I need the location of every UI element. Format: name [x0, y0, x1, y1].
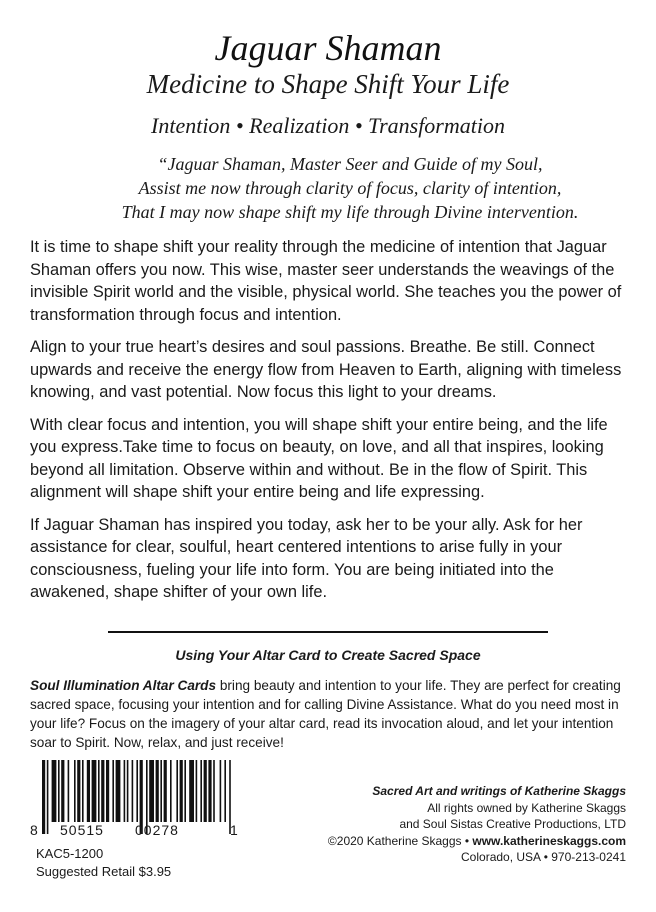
barcode-bar: [180, 760, 183, 822]
invocation-line: Assist me now through clarity of focus, clarity of intention,: [138, 178, 562, 198]
barcode-digits: [30, 822, 240, 842]
altar-card-brand: Soul Illumination Altar Cards: [30, 678, 217, 693]
body-paragraph: If Jaguar Shaman has inspired you today, ask her to be your ally. Ask for her assistance for clear, soulful, heart centered intentions to arise fully in your consciousness, fueling your life into form. You are being initiated into the awakened, shape shifter of your own life.: [30, 515, 583, 601]
altar-card-description: [30, 676, 630, 752]
barcode-bar: [101, 760, 104, 822]
barcode-digit-system: 8: [30, 822, 39, 838]
barcode-bar: [196, 760, 198, 822]
barcode-bar: [200, 760, 202, 822]
credits-line: All rights owned by Katherine Skaggs: [427, 800, 626, 815]
website-link[interactable]: www.katherineskaggs.com: [472, 833, 626, 848]
body-paragraph: Align to your true heart’s desires and soul passions. Breathe. Be still. Connect upwards and receive the energy flow from Heaven to Earth, aligning with timeless knowing, and vast potential. Now focus this light to your dreams.: [30, 338, 622, 401]
body-paragraph: It is time to shape shift your reality through the medicine of intention that Jaguar Shaman offers you now. This wise, master seer understands the weavings of the invisible Spirit world and the visible, physical world. She teaches you the power of transformation through focus and intention.: [30, 238, 622, 324]
credits-line: and Soul Sistas Creative Productions, LTD: [399, 817, 626, 831]
barcode-bar: [170, 760, 172, 822]
card-body: [30, 236, 630, 614]
credits-line: Sacred Art and writings of Katherine Skaggs: [372, 784, 626, 798]
credits-line: Colorado, USA • 970-213-0241: [461, 850, 626, 864]
barcode-bar: [106, 760, 109, 822]
product-sku: KAC5-1200: [36, 846, 104, 861]
barcode-bar: [189, 760, 194, 822]
credits: [326, 783, 626, 866]
invocation-line: “Jaguar Shaman, Master Seer and Guide of my Soul,: [157, 154, 543, 174]
barcode-bar: [61, 760, 64, 822]
using-heading: Using Your Altar Card to Create Sacred Space: [175, 647, 481, 663]
barcode-bar: [52, 760, 57, 822]
card-tagline: Intention • Realization • Transformation: [151, 113, 505, 138]
altar-card-text: bring beauty and intention to your life. They are perfect for creating sacred space, focusing your intention and for calling Divine Assistance. What do you need most in your life? Focus on the imagery of your altar card, read its invocation aloud, and let your intention soar to Spirit. Now, relax, and just receive!: [30, 678, 621, 750]
section-divider: [108, 631, 548, 633]
barcode-bar: [98, 760, 100, 822]
barcode-bar: [92, 760, 97, 822]
invocation: [60, 152, 640, 224]
barcode-digit-group: 00278: [135, 822, 179, 838]
barcode-bar: [82, 760, 84, 822]
barcode-bar: [220, 760, 222, 822]
barcode-bar: [176, 760, 178, 822]
barcode-bar: [116, 760, 121, 822]
barcode-bar: [127, 760, 129, 822]
body-paragraph: With clear focus and intention, you will shape shift your entire being, and the life you express.Take time to focus on beauty, on love, and all that inspires, looking beyond all limitation. Observe within and without. Be in the flow of Spirit. This alignment will shape shift your entire being and life expressing.: [30, 415, 608, 501]
barcode-digit-group: 50515: [60, 822, 104, 838]
barcode-bar: [74, 760, 76, 822]
barcode-bar: [160, 760, 162, 822]
barcode-bar: [112, 760, 114, 822]
barcode-digit-check: 1: [230, 822, 239, 838]
barcode-bar: [156, 760, 159, 822]
barcode-bar: [149, 760, 154, 822]
barcode-bar: [132, 760, 134, 822]
barcode-bar: [87, 760, 90, 822]
barcode-bar: [68, 760, 70, 822]
barcode-bar: [164, 760, 167, 822]
barcode-bar: [208, 760, 211, 822]
barcode-bar: [136, 760, 138, 822]
barcode-bar: [204, 760, 207, 822]
barcode-bar: [184, 760, 186, 822]
card-subtitle: Medicine to Shape Shift Your Life: [146, 69, 510, 99]
card-title: Jaguar Shaman: [214, 28, 442, 68]
barcode-bar: [77, 760, 80, 822]
barcode-bar: [124, 760, 126, 822]
barcode-bar: [58, 760, 60, 822]
suggested-retail: Suggested Retail $3.95: [36, 864, 172, 879]
copyright: ©2020 Katherine Skaggs •: [327, 833, 473, 848]
credits-line: [326, 833, 626, 850]
invocation-line: That I may now shape shift my life through Divine intervention.: [121, 202, 579, 222]
barcode-bar: [224, 760, 226, 822]
barcode-bar: [213, 760, 215, 822]
